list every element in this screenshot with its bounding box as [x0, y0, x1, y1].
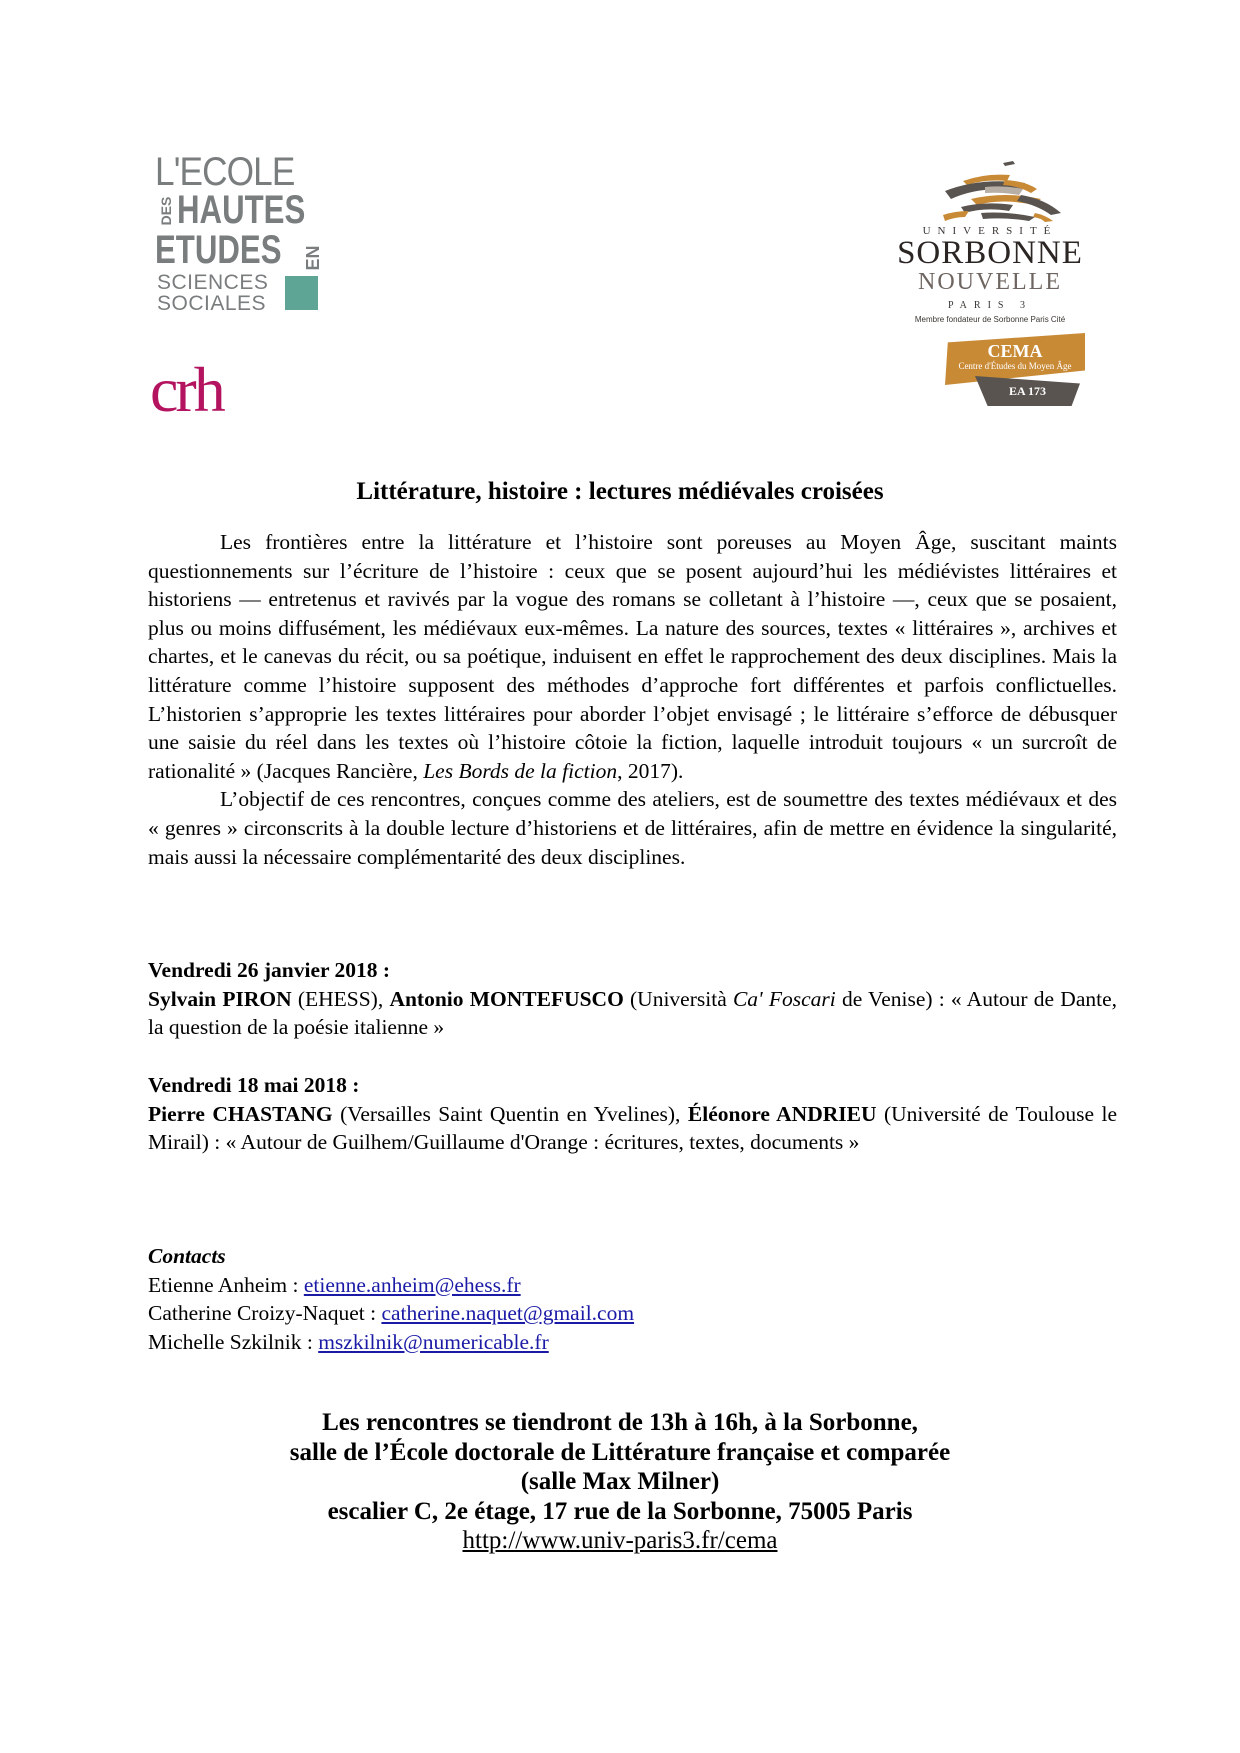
venue-section [0, 1408, 1240, 1556]
venue-line: salle de l’École doctorale de Littérature française et comparée [289, 1438, 951, 1466]
contact-name: Etienne Anheim : [148, 1272, 304, 1297]
cema-code: EA 173 [1008, 384, 1046, 398]
ehess-logo-en: EN [303, 245, 323, 271]
venue-line: Les rencontres se tiendront de 13h à 16h, à la Sorbonne, [322, 1409, 918, 1436]
speaker-name: Sylvain PIRON [148, 986, 292, 1011]
cema-subtitle: Centre d'Études du Moyen Âge [958, 361, 1072, 371]
sorbonne-tagline: Membre fondateur de Sorbonne Paris Cité [914, 315, 1066, 324]
intro-text-end: , 2017). [617, 758, 684, 783]
sorbonne-paris-label: PARIS 3 [948, 300, 1032, 311]
speaker-name: Pierre CHASTANG [148, 1101, 333, 1126]
speaker-affiliation: (EHESS), [291, 986, 390, 1011]
sorbonne-emblem-icon [885, 155, 1095, 225]
contact-name: Catherine Croizy-Naquet : [148, 1301, 382, 1326]
speaker-affiliation: (Versailles Saint Quentin en Yvelines), [332, 1101, 688, 1126]
contact-item [148, 1271, 634, 1300]
contact-item [148, 1328, 634, 1357]
speaker-affiliation-italic: Ca' Foscari [732, 986, 836, 1011]
intro-text: Les frontières entre la littérature et l’histoire sont poreuses au Moyen Âge, suscitant maints questionnements sur l’écriture de l’histoire : ceux que se posent aujourd’hui les médiévistes littéraires et historiens — entretenus et ravivés par la vogue des romans se colletant à l’histoire —, ceux que se posaient, plus ou moins diffusément, les médiévaux eux-mêmes. La nature des sources, textes « littéraires », archives et chartes, et le canevas du récit, ou sa poétique, induisent en effet le rapprochement des deux disciplines. Mais la littérature comme l’histoire supposent des méthodes d’approche fort différentes et parfois conflictuelles. L’historien s’approprie les textes littéraires pour aborder l’objet envisagé ; le littéraire s’efforce de débusquer une saisie du réel dans les textes où l’histoire côtoie la fiction, laquelle introduit toujours « un surcroît de rationalité » (Jacques Rancière, [148, 530, 1117, 783]
venue-line: escalier C, 2e étage, 17 rue de la Sorbonne, 75005 Paris [327, 1497, 913, 1525]
intro-paragraph-2: L’objectif de ces rencontres, conçues comme des ateliers, est de soumettre des textes médiévaux et des « genres » circonscrits à la double lecture d’historiens et de littéraires, afin de mettre en évidence la singularité, mais aussi la nécessaire complémentarité des deux disciplines. [148, 787, 1117, 869]
speaker-affiliation: (Università [623, 986, 733, 1011]
cema-website-link[interactable]: http://www.univ-paris3.fr/cema [462, 1527, 778, 1554]
contact-email-link[interactable]: mszkilnik@numericable.fr [318, 1329, 549, 1354]
ehess-logo-line: SOCIALES [157, 292, 267, 315]
venue-line: (salle Max Milner) [520, 1468, 720, 1495]
sorbonne-nouvelle-logo [885, 155, 1095, 324]
intro-paragraph-1 [148, 528, 1117, 785]
intro-section [148, 528, 1117, 871]
cema-title: CEMA [987, 341, 1043, 361]
ehess-logo-des: DES [158, 196, 174, 226]
sorbonne-name: SORBONNE [897, 235, 1083, 271]
speaker-name: Éléonore ANDRIEU [687, 1101, 877, 1126]
crh-logo: crh [150, 354, 223, 425]
event-topic: (Université de Toulouse le Mirail) : « Autour de Guilhem/Guillaume d'Orange : écritures, textes, documents » [148, 1101, 1117, 1155]
event-date: Vendredi 26 janvier 2018 : [148, 958, 391, 982]
sorbonne-nouvelle-label: NOUVELLE [918, 269, 1062, 295]
contact-email-link[interactable]: etienne.anheim@ehess.fr [303, 1272, 521, 1297]
ehess-logo-line: HAUTES [177, 188, 306, 232]
contacts-section [148, 1242, 634, 1356]
document-title: Littérature, histoire : lectures médiévales croisées [356, 478, 884, 505]
ehess-logo-square [285, 276, 318, 310]
event-session [148, 1071, 1117, 1157]
ehess-logo [155, 152, 325, 314]
event-topic: de Venise) : « Autour de Dante, la question de la poésie italienne » [148, 986, 1118, 1040]
cema-logo [945, 333, 1085, 408]
speaker-name: Antonio MONTEFUSCO [389, 986, 624, 1011]
event-session [148, 956, 1117, 1042]
contact-item [148, 1299, 634, 1328]
sorbonne-universite-label: UNIVERSITÉ [922, 225, 1058, 237]
ehess-logo-line: SCIENCES [157, 271, 269, 294]
contacts-heading: Contacts [148, 1244, 226, 1268]
contact-email-link[interactable]: catherine.naquet@gmail.com [381, 1301, 635, 1326]
contact-name: Michelle Szkilnik : [148, 1329, 319, 1354]
ehess-logo-line: L'ECOLE [155, 150, 295, 194]
event-date: Vendredi 18 mai 2018 : [148, 1073, 360, 1097]
book-title: Les Bords de la fiction [423, 758, 618, 783]
ehess-logo-line: ETUDES [155, 228, 282, 272]
